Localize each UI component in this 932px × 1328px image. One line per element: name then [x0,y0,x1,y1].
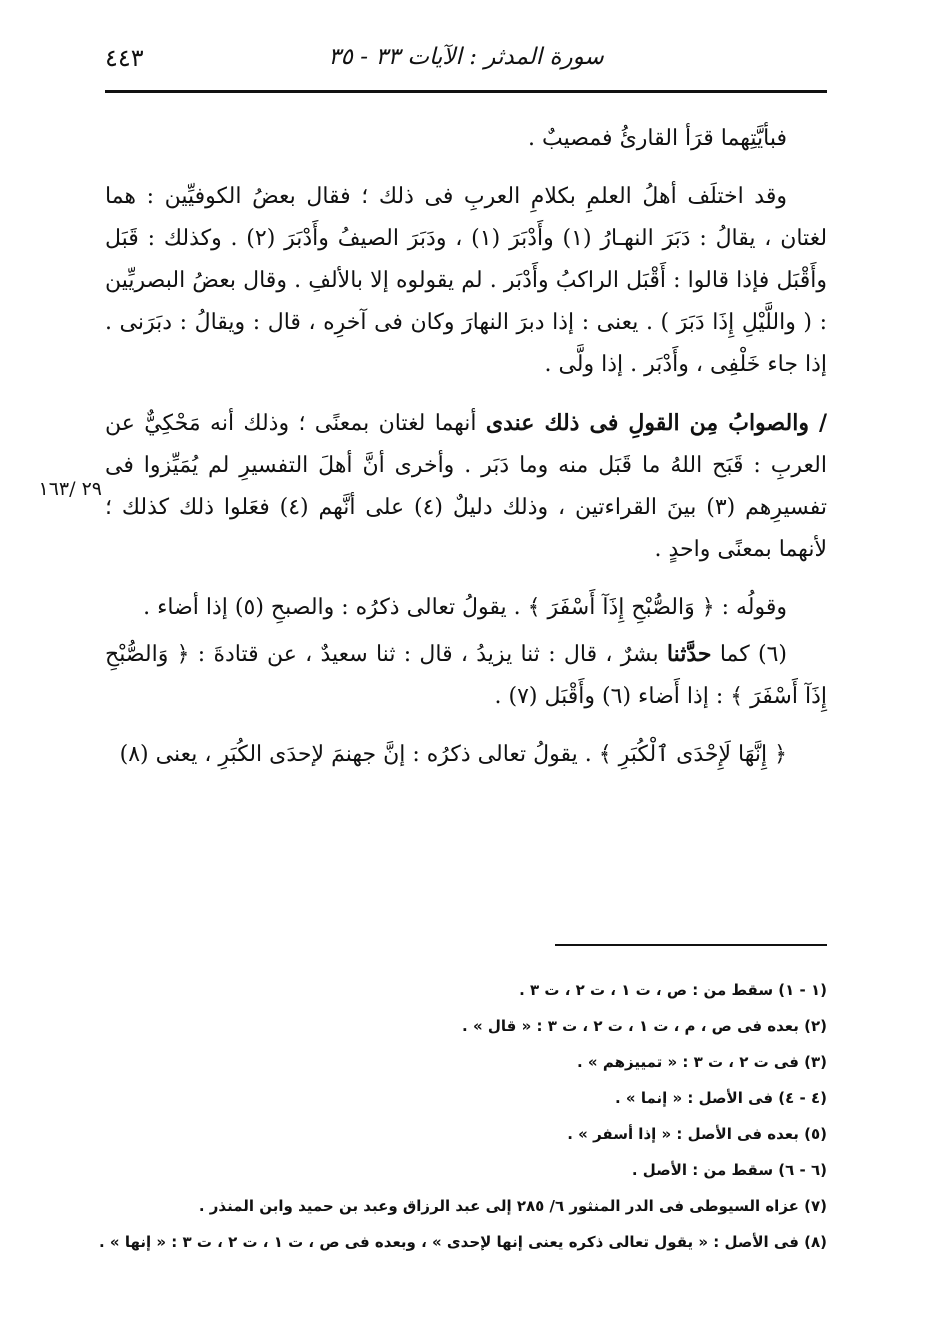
footnote-1: (١ - ١) سقط من : ص ، ت ١ ، ت ٢ ، ت ٣ . [519,981,827,999]
footnote-8: (٨) فى الأصل : « يقول تعالى ذكره يعنى إنها لإحدى » ، وبعده فى ص ، ت ١ ، ت ٢ ، ت ٣ : « إنها » . [99,1233,827,1251]
paragraph-5-pre: (٦) كما [711,642,787,667]
paragraph-4: وقولُه : ﴿ وَالصُّبْحِ إِذَآ أَسْفَرَ ﴾ . يقولُ تعالى ذكرُه : والصبحِ (٥) إذا أضاء . [143,595,787,620]
page-header [105,40,827,93]
paragraph-5-post: بشرٌ ، قال : ثنا يزيدُ ، قال : ثنا سعيدٌ ، عن قتادةَ : ﴿ وَالصُّبْحِ إِذَآ أَسْفَرَ ﴾ : إذا أَضاء (٦) وأَقْبَل (٧) . [105,642,827,709]
footnote-4: (٤ - ٤) فى الأصل : « إنما » . [615,1089,827,1107]
main-text [105,118,827,792]
footnote-7: (٧) عزاه السيوطى فى الدر المنثور ٦/ ٢٨٥ إلى عبد الرزاق وعبد بن حميد وابن المنذر . [198,1197,827,1215]
page-number: ٤٤٣ [105,44,144,72]
paragraph-5 [105,633,827,718]
footnote-3: (٣) فى ت ٢ ، ت ٣ : « تمييزهم » . [577,1053,827,1071]
footnote-6: (٦ - ٦) سقط من : الأصل . [631,1161,827,1179]
footnote-2: (٢) بعده فى ص ، م ، ت ١ ، ت ٢ ، ت ٣ : « قال » . [462,1017,827,1035]
footnote-separator [555,944,827,946]
margin-reference: ٢٩ /١٦٣ [38,478,102,500]
paragraph-1: فبأيَّتِهما قرَأ القارئُ فمصيبٌ . [528,126,787,151]
running-title: سورة المدثر : الآيات ٣٣ - ٣٥ [328,44,604,70]
paragraph-5-bold: حدَّثنا [666,641,712,667]
paragraph-3-body: أنهما لغتان بمعنًى ؛ وذلك أنه مَحْكِيٌّ عن العربِ : قَبَح اللهُ ما قَبَل منه وما دَبَر . وأخرى أنَّ أهلَ التفسيرِ لم يُمَيِّزوا فى تفسيرِهم (٣) بينَ القراءتين ، وذلك دليلٌ (٤) على أنَّهم (٤) فعَلوا ذلك كذلك ؛ لأنهما بمعنًى واحدٍ . [105,411,828,562]
footnote-5: (٥) بعده فى الأصل : « إذا أسفر » . [567,1125,827,1143]
paragraph-6: ﴿ إِنَّهَا لَإِحْدَى ٱلْكُبَرِ ﴾ . يقولُ تعالى ذكرُه : إنَّ جهنمَ لإحدَى الكُبَرِ ، يعنى (٨) [119,742,787,767]
paragraph-3-lead: / والصوابُ مِن القولِ فى ذلك عندى [485,410,827,436]
paragraph-2: وقد اختلَف أهلُ العلمِ بكلامِ العربِ فى ذلك ؛ فقال بعضُ الكوفيِّين : هما لغتان ، يقالُ : دَبَرَ النهـارُ (١) وأَدْبَرَ (١) ، ودَبَرَ الصيفُ وأَدْبَرَ (٢) . وكذلك : قَبَل وأَقْبَل فإذا قالوا : أَقْبَل الراكبُ وأَدْبَر . لم يقولوه إلا بالألفِ . وقال بعضُ البصريِّين : ( واللَّيْلِ إِذَا دَبَرَ ) . يعنى : إذا دبرَ النهارَ وكان فى آخرِه ، قال : ويقالُ : دبَرَنى . إذا جاء خَلْفِى ، وأَدْبَر . إذا ولَّى . [105,184,828,377]
paragraph-3 [105,402,827,571]
footnotes [99,972,827,1260]
